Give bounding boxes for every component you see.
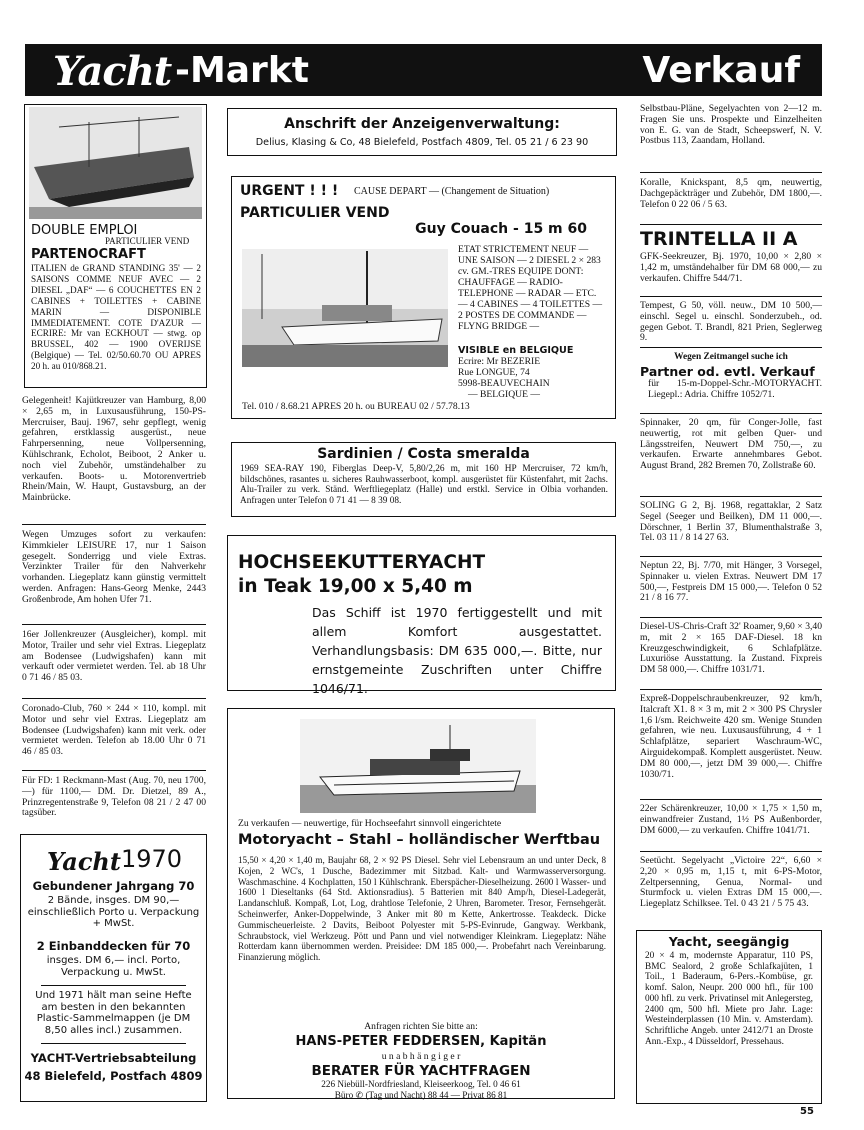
page-number: 55: [800, 1106, 814, 1117]
page-header: [25, 44, 822, 96]
boat-photo: [300, 719, 536, 813]
ad-trintella: GFK-Seekreuzer, Bj. 1970, 10,00 × 2,80 × 1,42 m, umständehalber für DM 68 000,— zu verkaufen. Chiffre 544/71.: [640, 251, 822, 284]
einbanddecken-heading: 2 Einbanddecken für 70: [36, 939, 191, 953]
urgent-visible: VISIBLE en BELGIQUE: [458, 345, 574, 356]
divider: [640, 347, 822, 348]
ad-schaerenkreuzer: 22er Schärenkreuzer, 10,00 × 1,75 × 1,50 m, einwandfreier Zustand, 1½ PS Außenborder, DM 6000,— zu verkaufen. Chiffre 1041/71.: [640, 803, 822, 836]
header-title: -Markt: [175, 50, 309, 91]
urgent-boat: Guy Couach - 15 m 60: [415, 221, 587, 237]
sardinien-body: 1969 SEA-RAY 190, Fiberglas Deep-V, 5,80/2,26 m, mit 160 HP Mercruiser, 72 km/h, bildschönes, rasantes u. sicheres Rauhwasserboot, kompl. ausgerüstet für Küstenfahrt, mit 2achs. Alu-Trailer zu verk. Ständ. Werftliegeplatz (Halle) und erstkl. Service in Olbia vorhanden. Anfragen unter Telefon 0 71 41 — 8 39 08.: [240, 464, 608, 506]
urgent-label: URGENT ! ! !: [240, 183, 339, 199]
header-section: Verkauf: [642, 50, 800, 91]
ad-motoryacht: [227, 708, 615, 1099]
ad-subheading: PARTICULIER VEND: [105, 236, 190, 246]
hochsee-dimensions: in Teak 19,00 x 5,40 m: [238, 576, 473, 597]
sammelmappen-text: Und 1971 hält man seine Hefte am besten in den bekannten Plastic-Sammelmappen (je DM 8,50 alles incl.) zusammen.: [35, 990, 192, 1036]
divider: [640, 851, 822, 852]
jahrgang-text: 2 Bände, insges. DM 90,— einschließlich Porto u. Verpackung + MwSt.: [27, 895, 200, 929]
divider: [640, 224, 822, 225]
divider: [640, 496, 822, 497]
ad-boat-name: PARTENOCRAFT: [31, 247, 146, 262]
urgent-vend: PARTICULIER VEND: [240, 205, 390, 221]
seegaengig-body: 20 × 4 m, modernste Apparatur, 110 PS, BMC Sealord, 2 große Schlafkajüten, 1 Toil., 1 Baderaum, 6-Pers.-Kombüse, gr. komf. Salon, Neupr. 200 000 hfl., für 100 000 hfl. zu verk. Privatinsel mit Anlegersteg, 2400 qm, 500 hfl. Miete pro Jahr. Lage: Westeinderplassen (10 Min. v. Amsterdam). Schriftliche Angeb. unter 2412/71 an Droste Ann.-Exp., 4 Düsseldorf, Pressehaus.: [645, 951, 813, 1047]
ad-tempest: Tempest, G 50, völl. neuw., DM 10 500,— einschl. Segel u. einschl. Sonderzubeh., od. gegen Gebot. T. Brandl, 821 Prien, Seglerweg 9.: [640, 300, 822, 344]
divider: [640, 413, 822, 414]
seegaengig-title: Yacht, seegängig: [668, 934, 790, 949]
ad-anschrift: [227, 108, 617, 156]
urgent-body: ETAT STRICTEMENT NEUF — UNE SAISON — 2 DIESEL 2 × 283 cv. GM.-TRES EQUIPE DONT: CHAUFFAGE — RADIO-TELEPHONE — RADAR — ETC. — 4 CABINES — 4 TOILETTES — 2 POSTES DE COMMANDE — FLYNG BRIDGE —: [458, 244, 603, 332]
ad-chris-craft: Diesel-US-Chris-Craft 32' Roamer, 9,60 × 3,40 m, mit 2 × 165 DAF-Diesel. 18 kn Kreuzgeschwindigkeit, 6 Schlafplätze. Luxuriöse Ausstattung. Ia Zustand. Fixpreis DM 58 000,—. Chiffre 1031/71.: [640, 621, 822, 676]
ad-hochseekutteryacht: [227, 535, 616, 696]
motoryacht-body: 15,50 × 4,20 × 1,40 m, Baujahr 68, 2 × 92 PS Diesel. Sehr viel Lebensraum an und unter Deck, 8 Kojen, 2 WC's, 1 Dusche, Badezimmer mit Sitzbad. Kalt- und Warmwasserversorgung. Waschmaschine. 4 Kochplatten, 150 l Kühlschrank. Eberspächer-Dieselheizung. 2600 l Wasser- und 1600 l Dieseltanks (64 Std. Aktionsradius). 5 Batterien mit 840 Amp/h, Diesel-Ladegerät, Landanschluß. Kompaß, Lot, Log, drahtlose Telefonie, 2 Uhren, Barometer. Tresor, Fernsehgerät. Scheinwerfer, Anker-Doppelwinde, 3 Anker mit 80 m Kette, Ankertrosse. Teakdeck. Dicke Gummischeuerleiste. 2 Davits, Beiboot Polyester mit 5-PS-Evinrude, Gangway. Werkbank, Schraubstock, viel Werkzeug. Pött und Pann und viel notwendiger Kleinkram. Liegeplatz: Nähe Rotterdam kann übernommen werden. Preisidee: DM 185 000,—. Probefahrt nach Vereinbarung. Finanzierung möglich.: [238, 855, 606, 963]
ad-yacht-seegaengig: [636, 930, 822, 1104]
ad-jollenkreuzer: 16er Jollenkreuzer (Ausgleicher), kompl. mit Motor, Trailer und sehr viel Extras. Liegeplatz am Bodensee (Ludwigshafen) kann mit verkauft oder vermietet werden. Tel. ab 18 Uhr 0 71 46 / 85 03.: [22, 629, 206, 684]
divider: [640, 296, 822, 297]
ad-victoire: Seetücht. Segelyacht „Victoire 22“, 6,60 × 2,20 × 0,95 m, 1,15 t, mit 6-PS-Motor, Zeltpersenning, Genua, Normal- und Sturmfock u. vielen Extras DM 15 000,—. Liegeplatz Schilksee. Tel. 0 43 21 / 5 75 43.: [640, 855, 822, 910]
motoryacht-unabhaengiger: u n a b h ä n g i g e r: [381, 1051, 461, 1062]
boat-image-icon: [242, 249, 448, 367]
ad-express: Expreß-Doppelschraubenkreuzer, 92 km/h, Italcraft X1. 8 × 3 m, mit 2 × 300 PS Chrysler 1,6 l/sm. Reichweite 420 sm. Wenige Stunden gefahren, wie neu. Luxusausführung, 4 + 1 Schlafplätze, separiert Waschraum-WC, Airguidekompaß. Komplett ausgerüstet. Neuw. DM 80 000,—, jetzt DM 39 000,—. Chiffre 1030/71.: [640, 693, 822, 780]
hochsee-body: Das Schiff ist 1970 fertiggestellt und mit allem Komfort ausgestattet. Verhandlungsbasis: DM 635 000,—. Bitte, nur ernstgemeinte Zuschriften unter Chiffre 1046/71.: [312, 605, 602, 696]
vertrieb-address: 48 Bielefeld, Postfach 4809: [24, 1069, 203, 1083]
motoryacht-address: 226 Niebüll-Nordfriesland, Kleiseerkoog, Tel. 0 46 61: [321, 1079, 521, 1089]
yacht-logo: Yacht: [47, 847, 121, 876]
divider: [640, 689, 822, 690]
urgent-cause: CAUSE DEPART — (Changement de Situation): [354, 186, 550, 197]
urgent-addr4: — BELGIQUE —: [468, 389, 540, 400]
divider: [41, 1043, 186, 1044]
divider: [640, 556, 822, 557]
ad-partner: für 15-m-Doppel-Schr.-MOTORYACHT. Liegepl.: Adria. Chiffre 1052/71.: [648, 378, 822, 400]
boat-photo: [242, 249, 448, 367]
urgent-tel: Tel. 010 / 8.68.21 APRES 20 h. ou BUREAU 02 / 57.78.13: [242, 401, 470, 412]
sardinien-title: Sardinien / Costa smeralda: [317, 446, 530, 462]
anschrift-line: Delius, Klasing & Co, 48 Bielefeld, Postfach 4809, Tel. 05 21 / 6 23 90: [255, 137, 589, 148]
motoryacht-contact-name: HANS-PETER FEDDERSEN, Kapitän: [295, 1034, 547, 1049]
partner-pre: Wegen Zeitmangel suche ich: [674, 352, 788, 362]
einbanddecken-text: insges. DM 6,— incl. Porto, Verpackung u. MwSt.: [46, 955, 181, 978]
ad-koralle: Koralle, Knickspant, 8,5 qm, neuwertig, Dachgepäckträger und Zubehör, DM 1800,—. Telefon 0 22 06 / 5 63.: [640, 177, 822, 210]
divider: [22, 770, 206, 771]
motoryacht-intro: Zu verkaufen — neuwertige, für Hochseefahrt sinnvoll eingerichtete: [238, 818, 502, 829]
divider: [640, 617, 822, 618]
jahrgang-heading: Gebundener Jahrgang 70: [32, 879, 195, 893]
divider: [22, 524, 206, 525]
partner-title: Partner od. evtl. Verkauf: [640, 364, 815, 379]
boat-photo: [29, 107, 202, 219]
urgent-addr3: 5998-BEAUVECHAIN: [458, 378, 550, 389]
ad-double-emploi: [24, 104, 207, 388]
motoryacht-phone: Büro ✆ (Tag und Nacht) 88 44 — Privat 86 81: [334, 1090, 508, 1100]
hochsee-title: HOCHSEEKUTTERYACHT: [238, 552, 486, 573]
boat-image-icon: [29, 107, 202, 219]
urgent-addr2: Rue LONGUE, 74: [458, 367, 530, 378]
ad-jahrgang: [20, 834, 207, 1102]
ad-leisure: Wegen Umzuges sofort zu verkaufen: Kimmkieler LEISURE 17, nur 1 Saison gesegelt. Sonderrigg und viele Extras. Verzinkter Trailer für den Nahverkehr vorhanden. Liegeplatz kann günstig vermittelt werden. Anfragen: Hans-Georg Menke, 2443 Großenbrode, Am hohen Ufer 71.: [22, 529, 206, 605]
ad-fd-mast: Für FD: 1 Reckmann-Mast (Aug. 70, neu 1700,—) für 1100,— DM. Dr. Dietzel, 89 A., Prinzregentenstraße 9, Telefon 08 21 / 2 47 00 tagsüber.: [22, 775, 206, 819]
ad-sardinien: [231, 442, 616, 517]
ad-selbstbau: Selbstbau-Pläne, Segelyachten von 2—12 m. Fragen Sie uns. Prospekte und Einzelheiten von E. G. van de Stadt, Scheepswerf, N. V. Postbus 113, Zaandam, Holland.: [640, 103, 822, 147]
divider: [640, 172, 822, 173]
urgent-addr1: Ecrire: Mr BEZERIE: [458, 356, 541, 367]
divider: [41, 985, 186, 986]
divider: [640, 799, 822, 800]
ad-spinnaker: Spinnaker, 20 qm, für Conger-Jolle, fast neuwertig, rot mit gelben Quer- und Längsstreifen, Neuwert DM 750,—, zu verkaufen. Erwarte annehmbares Gebot. August Brand, 282 Bremen 70, Zollstraße 60.: [640, 417, 822, 472]
divider: [22, 624, 206, 625]
ad-coronado: Coronado-Club, 760 × 244 × 110, kompl. mit Motor und sehr viel Extras. Liegeplatz am Bodensee (Ludwigshafen) kann mit verk. oder vermietet werden. Telefon ab 18.00 Uhr 0 71 46 / 85 03.: [22, 703, 206, 758]
divider: [22, 698, 206, 699]
ad-heading: DOUBLE EMPLOI: [31, 223, 138, 238]
ad-body: ITALIEN de GRAND STANDING 35' — 2 SAISONS COMME NEUF AVEC — 2 DIESEL „DAF“ — 6 COUCHETTES EN 2 CABINES + TOILETTES + CABINE MARIN — DISPONIBLE IMMEDIATEMENT. COTE D'AZUR — ECRIRE: Mr van ECKHOUT — stwg. op BRUSSEL, 402 — 1900 OVERIJSE (Belgique) — Tel. 02/50.60.70 OU APRES 20 h. au 010/868.21.: [31, 263, 201, 372]
motoryacht-anfragen: Anfragen richten Sie bitte an:: [364, 1021, 478, 1032]
ad-neptun: Neptun 22, Bj. 7/70, mit Hänger, 3 Vorsegel, Spinnaker u. vielen Extras. Neuwert DM 17 500,—, Festpreis DM 15 000,—. Telefon 0 52 21 / 8 16 77.: [640, 560, 822, 604]
jahrgang-year: 1970: [121, 845, 183, 873]
ad-urgent: [231, 176, 616, 419]
boat-image-icon: [300, 719, 536, 813]
anschrift-title: Anschrift der Anzeigenverwaltung:: [284, 116, 560, 132]
motoryacht-berater: BERATER FÜR YACHTFRAGEN: [311, 1063, 531, 1079]
vertrieb-heading: YACHT-Vertriebsabteilung: [30, 1051, 197, 1065]
yacht-logo: Yacht: [53, 48, 172, 95]
motoryacht-title: Motoryacht – Stahl – holländischer Werftbau: [238, 832, 601, 848]
ad-soling: SOLING G 2, Bj. 1968, regattaklar, 2 Satz Segel (Seeger und Beilken), DM 11 000,—. Dörschner, 1 Berlin 37, Blumenthalstraße 3, Tel. 03 11 / 8 14 27 63.: [640, 500, 822, 544]
ad-kajuetkreuzer: Gelegenheit! Kajütkreuzer van Hamburg, 8,00 × 2,65 m, in Luxusausführung, 150-PS-Mercruiser, Bauj. 1967, sehr gepflegt, wenig gefahren, erstklassig ausgerüst., neue Fahrpersenning, neue Vollpersenning, Kühlschrank, Echolot, Beiboot, 2 Anker u. noch viel Zubehör, umständehalber zu verkaufen. Boots- u. Motorenvertrieb Rhein/Main, W. Haupt, Gustavsburg, an der Mainbrücke.: [22, 395, 206, 504]
trintella-title: TRINTELLA II A: [640, 228, 798, 250]
